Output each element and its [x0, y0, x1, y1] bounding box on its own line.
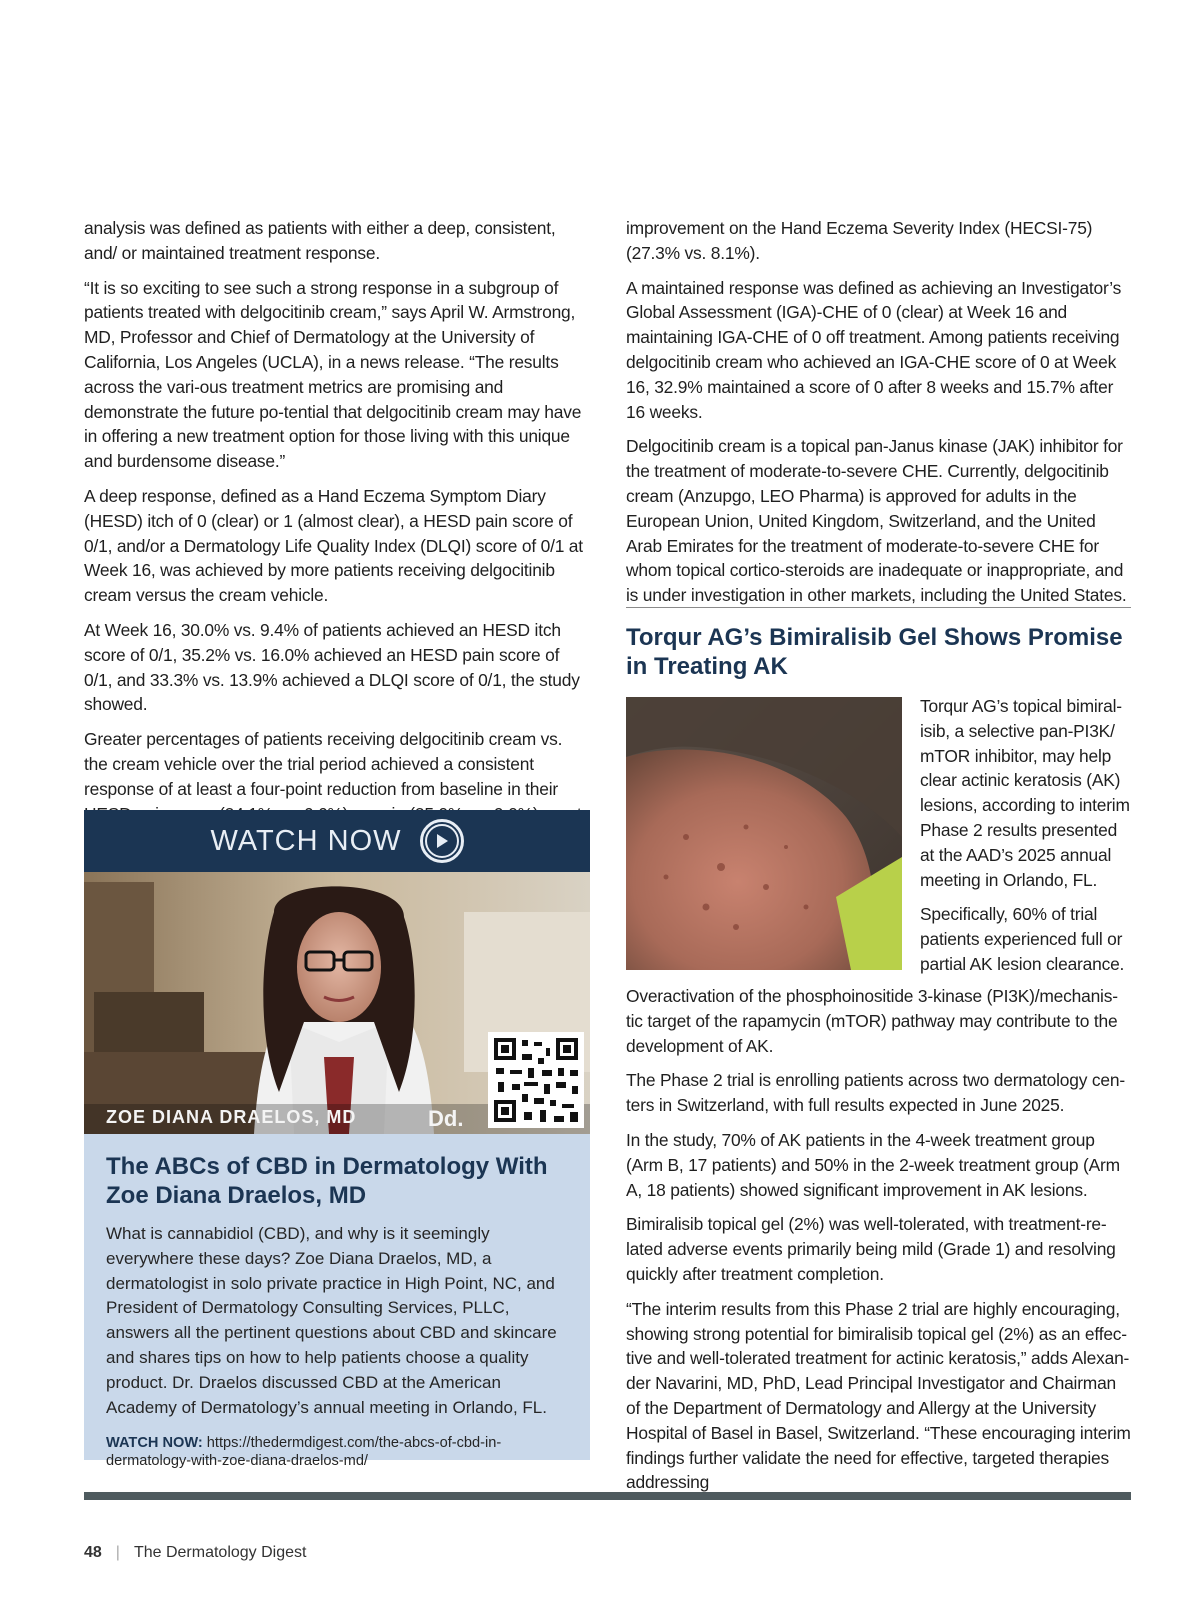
footer-bar	[84, 1492, 1131, 1500]
scalp-image	[626, 697, 902, 970]
paragraph: analysis was defined as patients with either a deep, consistent, and/ or maintained treatment response.	[84, 218, 556, 263]
publication-name: The Dermatology Digest	[133, 1544, 307, 1561]
left-column	[84, 216, 590, 861]
right-column	[626, 216, 1131, 618]
watch-now-bar[interactable]	[84, 810, 590, 872]
footer-separator: |	[115, 1544, 120, 1561]
section-divider	[626, 607, 1131, 608]
paragraph: Torqur AG’s topical bimiral-isib, a selective pan-PI3K/ mTOR inhibitor, may help clear actinic keratosis (AK) lesions, according to interim Phase 2 results presented at the AAD’s 2025 annual meeting in Orlando, FL.	[920, 696, 1130, 890]
paragraph: Specifically, 60% of trial patients experienced full or partial AK lesion clearance.	[920, 904, 1125, 974]
video-title[interactable]: The ABCs of CBD in Dermatology With Zoe Diana Draelos, MD	[106, 1153, 548, 1209]
page-footer	[84, 1544, 306, 1562]
paragraph: “It is so exciting to see such a strong response in a subgroup of patients treated with delgocitinib cream,” says April W. Armstrong, MD, Professor and Chief of Dermatology at the University of California, Los Angeles (UCLA), in a news release. “The results across the vari-ous treatment metrics are promising and demonstrate the future po-tential that delgocitinib cream may have in offering a new treatment option for those living with this unique and burdensome disease.”	[84, 277, 582, 472]
paragraph: Overactivation of the phosphoinositide 3-kinase (PI3K)/mechanis-tic target of the rapamycin (mTOR) pathway may contribute to the development of AK.	[626, 986, 1118, 1056]
video-promo-box[interactable]	[84, 810, 590, 1470]
paragraph: A maintained response was defined as achieving an Investigator’s Global Assessment (IGA)-CHE of 0 (clear) at Week 16 and maintaining IGA-CHE of 0 off treatment. Among patients receiving delgocitinib cream who achieved an IGA-CHE score of 0 at Week 16, 32.9% maintained a score of 0 after 8 weeks and 15.7% after 16 weeks.	[626, 277, 1122, 422]
video-thumbnail[interactable]	[84, 872, 590, 1134]
video-still-image	[84, 872, 590, 1134]
article-intro	[920, 694, 1132, 987]
paragraph: In the study, 70% of AK patients in the 4-week treatment group (Arm B, 17 patients) and 50% in the 2-week treatment group (Arm A, 18 patients) showed significant improvement in AK lesions.	[626, 1129, 1120, 1200]
play-icon[interactable]	[420, 819, 464, 863]
video-description: What is cannabidiol (CBD), and why is it seemingly everywhere these days? Zoe Diana Draelos, MD, a dermatologist in solo private practice in High Point, NC, and President of Dermatology Consulting Services, PLLC, answers all the pertinent questions about CBD and skincare and shares tips on how to help patients choose a quality product. Dr. Draelos discussed CBD at the American Academy of Dermatology’s annual meeting in Orlando, FL.	[106, 1224, 557, 1417]
paragraph: The Phase 2 trial is enrolling patients across two dermatology cen-ters in Switzerland, with full results expected in June 2025.	[626, 1070, 1125, 1116]
article-title: Torqur AG’s Bimiralisib Gel Shows Promise in Treating AK	[626, 624, 1123, 680]
video-name-overlay: ZOE DIANA DRAELOS, MD	[106, 1107, 357, 1127]
paragraph: A deep response, defined as a Hand Eczema Symptom Diary (HESD) itch of 0 (clear) or 1 (almost clear), a HESD pain score of 0/1, and/or a Dermatology Life Quality Index (DLQI) score of 0/1 at Week 16, was achieved by more patients receiving delgocitinib cream versus the cream vehicle.	[84, 485, 583, 606]
watch-now-label: WATCH NOW	[210, 824, 402, 857]
paragraph: Greater percentages of patients receiving delgocitinib cream vs. the cream vehicle over the trial period achieved a consistent response of at least a four-point reduction from baseline in their	[84, 729, 563, 799]
paragraph: Bimiralisib topical gel (2%) was well-tolerated, with treatment-re-lated adverse events primarily being mild (Grade 1) and resolving quickly after treatment completion.	[626, 1214, 1116, 1284]
video-link-url[interactable]: https://thedermdigest.com/the-abcs-of-cbd-in-dermatology-with-zoe-diana-draelos-md/	[106, 1435, 502, 1470]
scalp-photo	[626, 697, 902, 970]
article-body	[626, 984, 1131, 1505]
video-link-label: WATCH NOW:	[106, 1435, 203, 1452]
page-number: 48	[84, 1544, 102, 1561]
video-link-line	[106, 1434, 568, 1470]
paragraph: improvement on the Hand Eczema Severity Index (HECSI-75) (27.3% vs. 8.1%).	[626, 218, 1093, 263]
paragraph: Delgocitinib cream is a topical pan-Janus kinase (JAK) inhibitor for the treatment of moderate-to-severe CHE. Currently, delgocitinib cream (Anzupgo, LEO Pharma) is approved for adults in the European Union, United Kingdom, Switzerland, and the United Arab Emirates for the treatment of moderate-to-severe CHE for whom topical cortico-steroids are inadequate or inappropriate, and is under investigation in other markets, including the United States.	[626, 436, 1127, 606]
paragraph: “The interim results from this Phase 2 trial are highly encouraging, showing strong potential for bimiralisib topical gel (2%) as an effec-tive and well-tolerated treatment for actinic keratosis,” adds Alexan-der Navarini, MD, PhD, Lead Principal Investigator and Chairman of the Department of Dermatology and Allergy at the University Hospital of Basel in Basel, Switzerland. “These encouraging interim findings further validate the need for effective, targeted therapies addressing	[626, 1298, 1131, 1493]
paragraph: At Week 16, 30.0% vs. 9.4% of patients achieved an HESD itch score of 0/1, 35.2% vs. 16.0% achieved an HESD pain score of 0/1, and 33.3% vs. 13.9% achieved a DLQI score of 0/1, the study showed.	[84, 619, 580, 715]
dd-logo: Dd.	[428, 1106, 464, 1131]
